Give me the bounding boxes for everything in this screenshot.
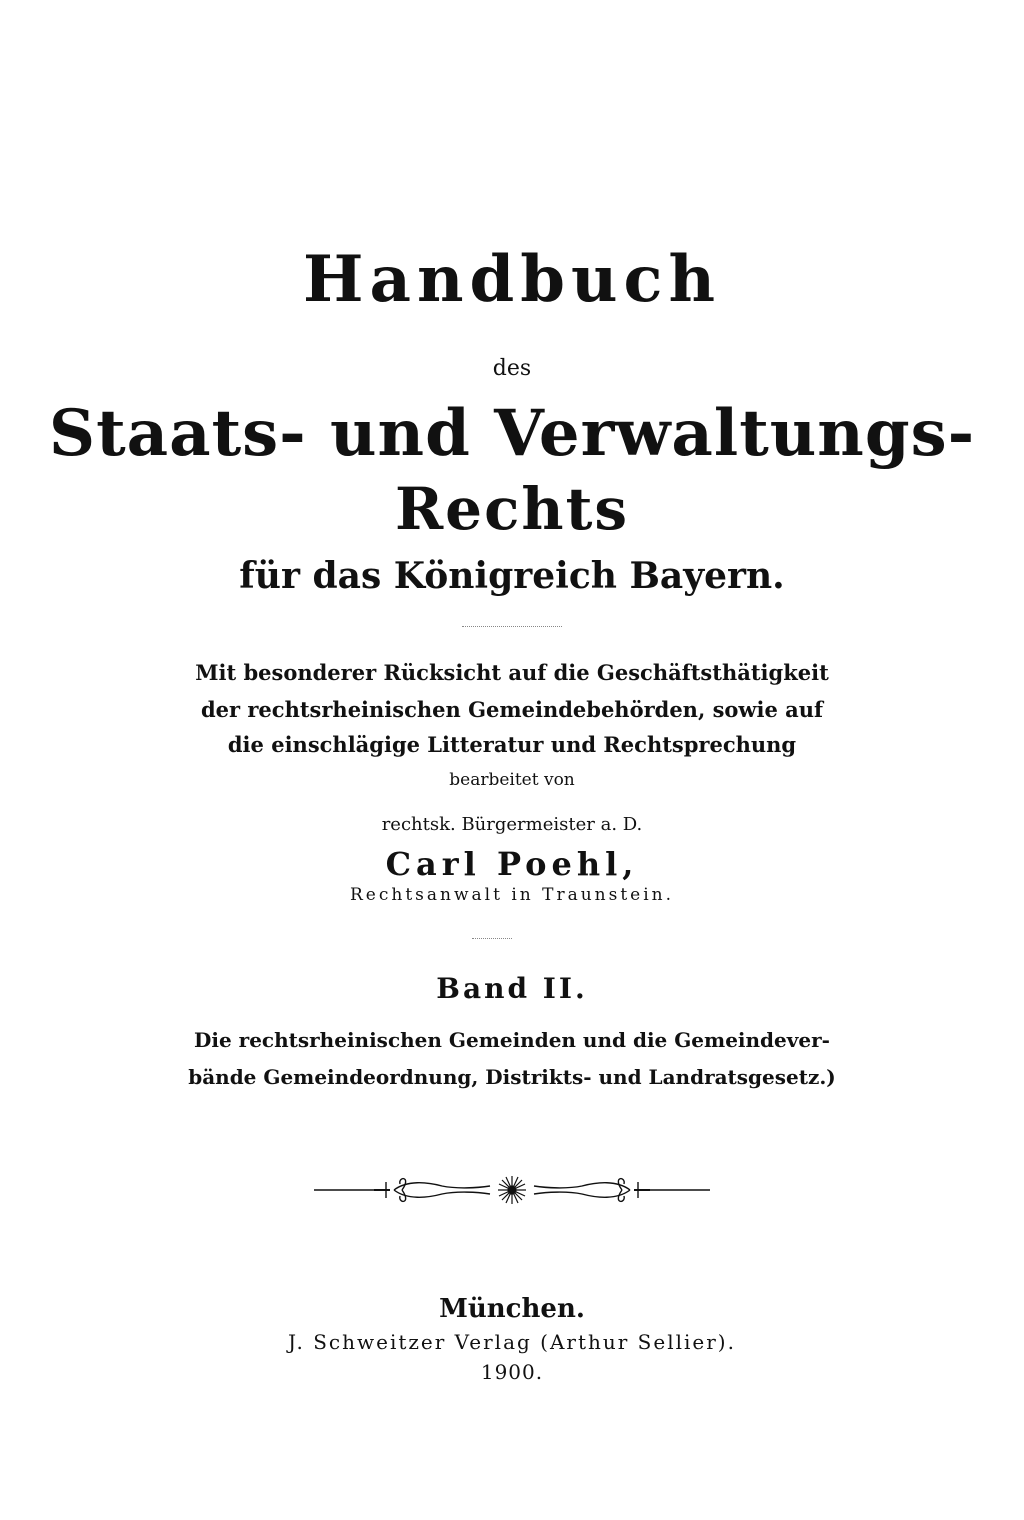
title-subject: Staats- und Verwaltungs- [48,396,976,471]
volume-description-line-2: bände Gemeindeordnung, Distrikts- und Landratsgesetz.) [188,1065,836,1089]
description-line-2: der rechtsrheinischen Gemeindebehörden, sowie auf [200,697,824,722]
publication-year: 1900. [480,1360,544,1384]
author-name: Carl Poehl, [385,845,639,883]
description-line-1: Mit besonderer Rücksicht auf die Geschäftsthätigkeit [195,660,829,685]
book-title: Handbuch [303,242,721,317]
author-profession: Rechtsanwalt in Traunstein. [349,885,675,905]
title-region: für das Königreich Bayern. [239,555,785,597]
edited-by: bearbeitet von [449,770,575,790]
decorative-divider-icon [312,1172,712,1208]
publication-city: München. [439,1294,585,1324]
title-subject-continued: Rechts [394,475,630,543]
small-divider-2 [472,938,512,939]
volume-description-line-1: Die rechtsrheinischen Gemeinden und die Gemeindever- [194,1028,830,1052]
title-article: des [492,356,532,381]
author-former-title: rechtsk. Bürgermeister a. D. [381,814,643,835]
description-line-3: die einschlägige Litteratur und Rechtsprechung [227,732,797,757]
volume-label: Band II. [436,972,588,1005]
small-divider [462,626,562,627]
publisher: J. Schweitzer Verlag (Arthur Sellier). [288,1330,736,1354]
